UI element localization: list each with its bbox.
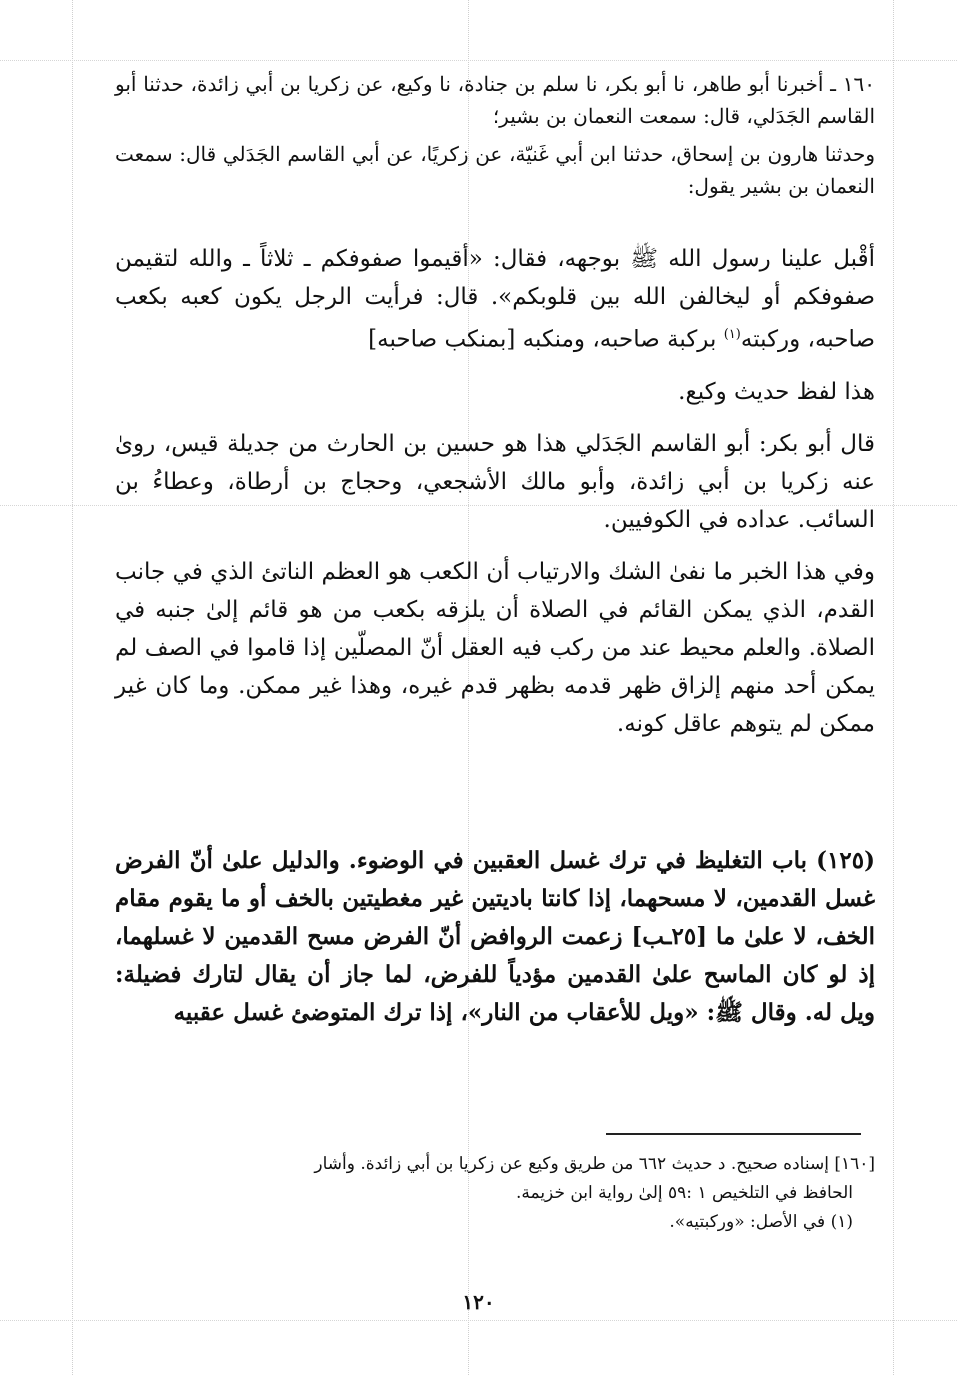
footnote-1: (١) في الأصل: «وركبتيه».: [669, 1212, 853, 1232]
commentary-paragraph: قال أبو بكر: أبو القاسم الجَدَلي هذا هو حسين بن الحارث من جديلة قيس، روىٰ عنه زكريا بن أبي زائدة، وأبو مالك الأشجعي، وحجاج بن أرطاة، وعطاءُ بن السائب. عداده في الكوفيين.: [115, 430, 875, 533]
page-number: ١٢٠: [462, 1290, 495, 1314]
scan-guide-line: [0, 1320, 957, 1321]
matn-end: هذا لفظ حديث وكيع.: [678, 378, 875, 405]
hadith-number-line: ١٦٠ ـ أخبرنا أبو طاهر، نا أبو بكر، نا سلم بن جنادة، نا وكيع، عن زكريا بن أبي زائدة، حدثنا أبو القاسم الجَدَلي، قال: سمعت النعمان بن بشير؛: [115, 72, 875, 128]
chapter-heading: [115, 842, 875, 1032]
matn-main-text: أقْبل علينا رسول الله ﷺ بوجهه، فقال: «أقيموا صفوفكم ـ ثلاثاً ـ والله لتقيمن صفوفكم أو ليخالفن الله بين قلوبكم». قال: فرأيت الرجل يكون كعبه بكعب صاحبه، وركبته: [115, 246, 875, 353]
chapter-title: (١٢٥) باب التغليظ في ترك غسل العقبين في الوضوء. والدليل علىٰ أنّ الفرض غسل القدمين، لا مسحهما، إذا كانتا باديتين غير مغطيتين بالخف أو ما يقوم مقام الخف، لا علىٰ ما [٢٥ـب] زعمت الروافض أنّ الفرض مسح القدمين لا غسلهما، إذ لو كان الماسح علىٰ القدمين مؤدياً للفرض، لما جاز أن يقال لتارك فضيلة: ويل له. وقال ﷺ: «ويل للأعقاب من النار»، إذا ترك المتوضئ غسل عقبيه: [115, 847, 875, 1026]
footnote-divider: [606, 1133, 861, 1135]
matn-tail-text: بركبة صاحبه، ومنكبه [بمنكب صاحبه]: [368, 326, 724, 353]
footnote-160: [١٦٠] إسناده صحيح. د حديث ٦٦٢ من طريق وكيع عن زكريا بن أبي زائدة. وأشار: [314, 1154, 875, 1174]
scan-guide-line: [0, 60, 957, 61]
footnote-marker: (١): [723, 327, 741, 342]
scan-guide-line: [893, 0, 894, 1375]
hadith-matn: [115, 240, 875, 359]
hadith-body: [115, 240, 875, 757]
hadith-isnad: [115, 68, 875, 208]
footnotes: [115, 1150, 875, 1237]
hadith-second-chain: وحدثنا هارون بن إسحاق، حدثنا ابن أبي غَنيّة، عن زكريًا، عن أبي القاسم الجَدَلي قال: سمعت النعمان بن بشير يقول:: [115, 142, 875, 198]
footnote-160-continuation: الحافظ في التلخيص ١ :٥٩ إلىٰ رواية ابن خزيمة.: [515, 1183, 853, 1203]
scan-guide-line: [72, 0, 73, 1375]
commentary-paragraph: وفي هذا الخبر ما نفىٰ الشك والارتياب أن الكعب هو العظم الناتئ الذي في جانب القدم، الذي يمكن القائم في الصلاة أن يلزقه بكعب من هو قائم إلىٰ جنبه في الصلاة. والعلم محيط عند من ركب فيه العقل أنّ المصلّين إذا قاموا في الصف لم يمكن أحد منهم إلزاق ظهر قدمه بظهر قدم غيره، وهذا غير ممكن. وما كان غير ممكن لم يتوهم عاقل كونه.: [115, 558, 875, 737]
